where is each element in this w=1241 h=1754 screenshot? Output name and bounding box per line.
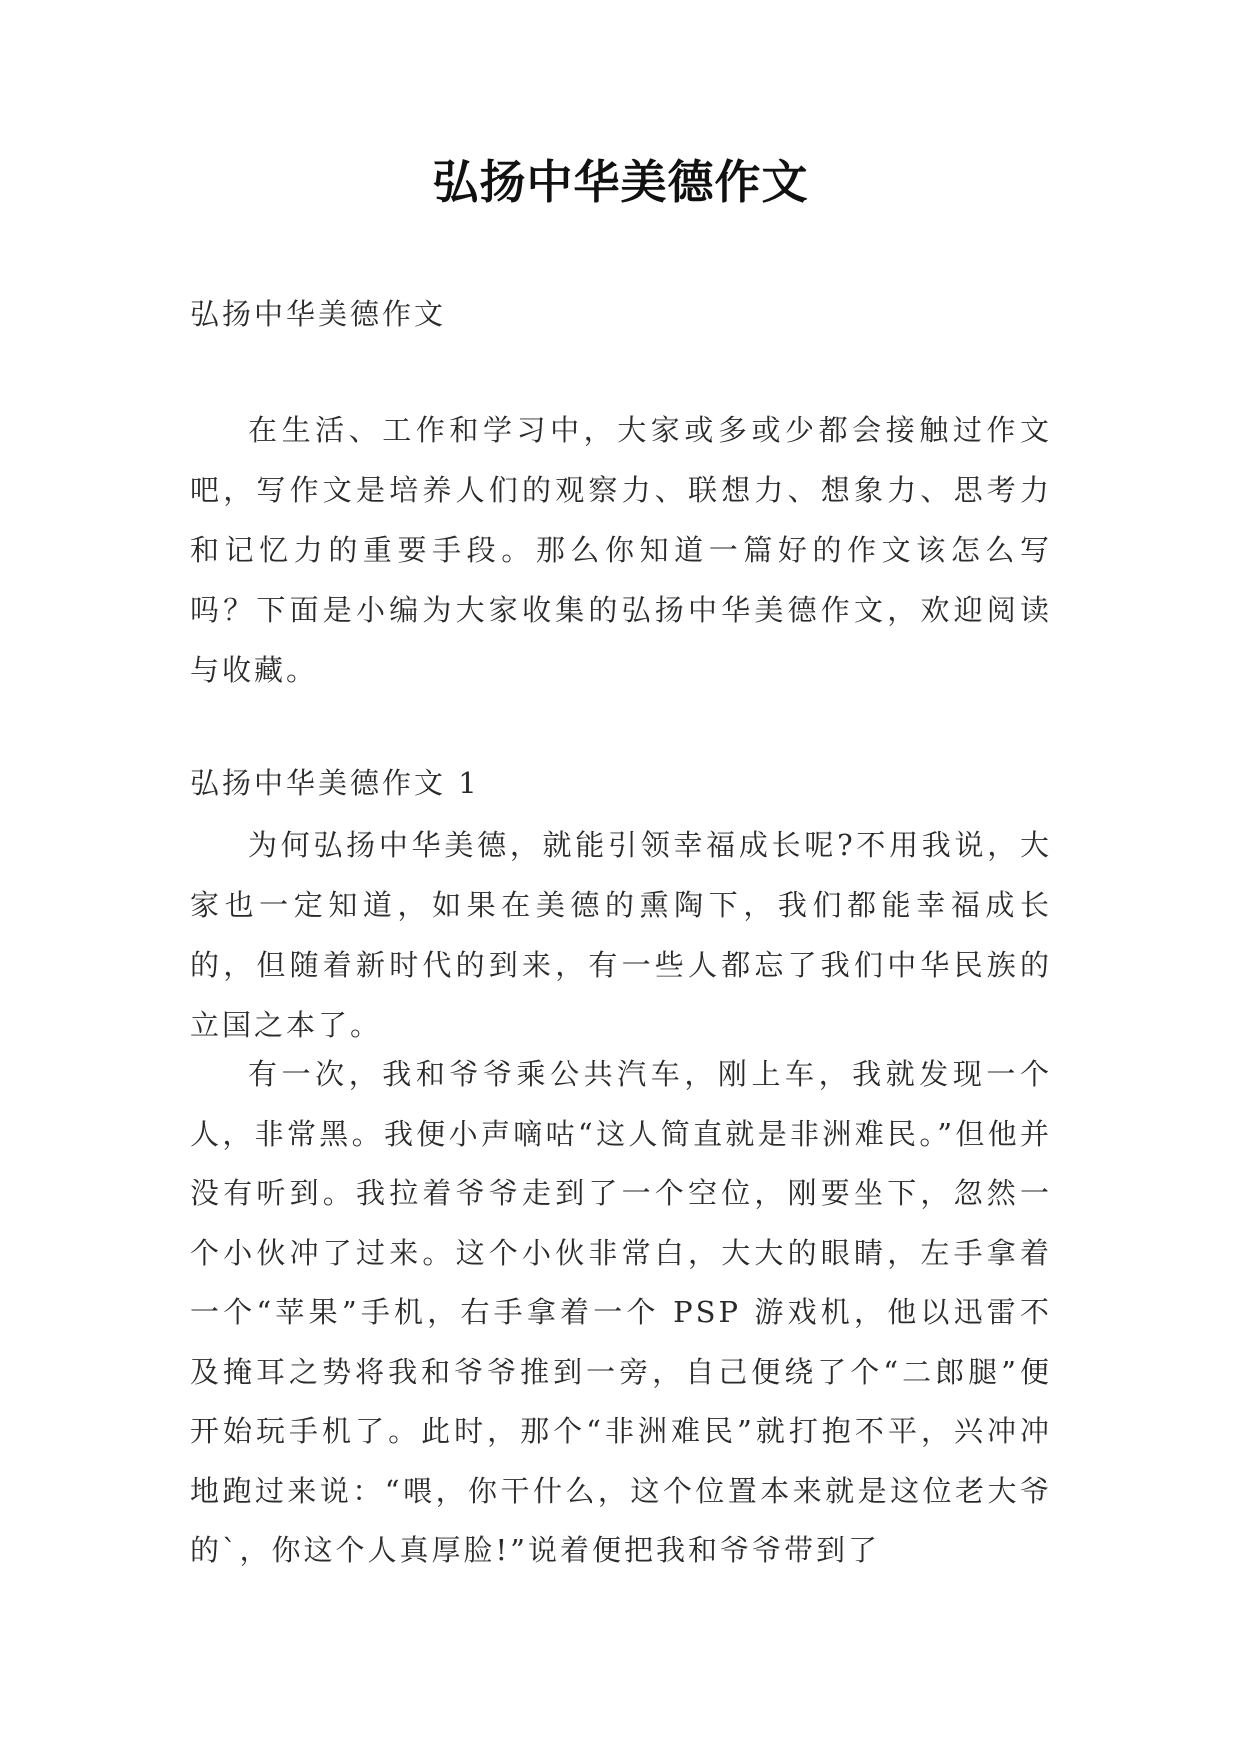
document-title: 弘扬中华美德作文 (432, 155, 809, 209)
paragraph-1 (190, 815, 1052, 1055)
paragraph-2 (190, 1045, 1052, 1581)
document-subtitle: 弘扬中华美德作文 (190, 297, 447, 331)
intro-text: 在生活、工作和学习中，大家或多或少都会接触过作文吧，写作文是培养人们的观察力、联想力、想象力、思考力和记忆力的重要手段。那么你知道一篇好的作文该怎么写吗？下面是小编为大家收集的弘扬中华美德作文，欢迎阅读与收藏。 (190, 413, 1052, 687)
intro-paragraph (190, 400, 1052, 700)
section-heading: 弘扬中华美德作文 1 (190, 766, 480, 800)
paragraph-1-text: 为何弘扬中华美德，就能引领幸福成长呢?不用我说，大家也一定知道，如果在美德的熏陶下，我们都能幸福成长的，但随着新时代的到来，有一些人都忘了我们中华民族的立国之本了。 (190, 828, 1052, 1042)
paragraph-2-text: 有一次，我和爷爷乘公共汽车，刚上车，我就发现一个人，非常黑。我便小声嘀咕“这人简直就是非洲难民。”但他并没有听到。我拉着爷爷走到了一个空位，刚要坐下，忽然一个小伙冲了过来。这个小伙非常白，大大的眼睛，左手拿着一个“苹果”手机，右手拿着一个 PSP 游戏机，他以迅雷不及掩耳之势将我和爷爷推到一旁，自己便绕了个“二郎腿”便开始玩手机了。此时，那个“非洲难民”就打抱不平，兴冲冲地跑过来说：“喂，你干什么，这个位置本来就是这位老大爷的`，你这个人真厚脸!”说着便把我和爷爷带到了 (190, 1057, 1052, 1567)
